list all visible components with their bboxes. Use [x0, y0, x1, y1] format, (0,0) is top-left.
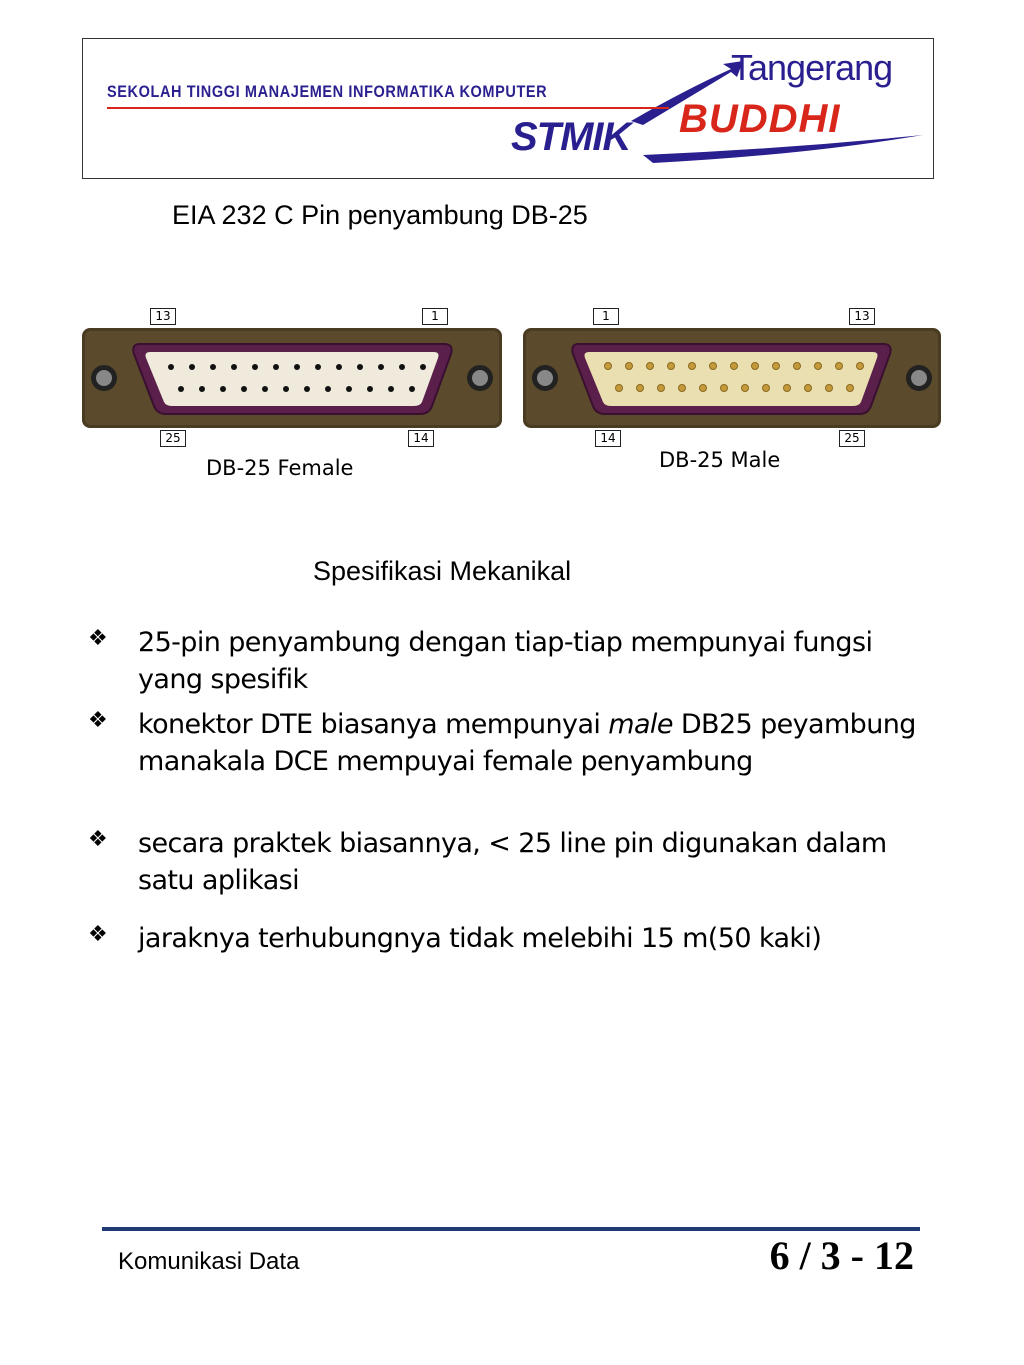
pin-label: 13	[849, 308, 875, 325]
bullet-text: 25-pin penyambung dengan tiap-tiap mempunyai fungsi yang spesifik	[138, 627, 873, 695]
female-caption: DB-25 Female	[206, 456, 354, 480]
diamond-bullet-icon: ❖	[88, 922, 108, 947]
db25-female-connector	[82, 302, 502, 487]
institution-name: SEKOLAH TINGGI MANAJEMEN INFORMATIKA KOMPUTER	[107, 83, 548, 102]
logo-stmik: STMIK	[511, 115, 631, 159]
bullet-text: secara praktek biasannya, < 25 line pin digunakan dalam satu aplikasi	[138, 828, 887, 896]
db25-male-connector	[523, 302, 943, 487]
male-caption: DB-25 Male	[659, 448, 781, 472]
pin-label: 14	[408, 430, 434, 447]
header-logo-box	[82, 38, 934, 179]
bullet-text	[138, 706, 938, 780]
pin-label: 25	[160, 430, 186, 447]
page-number: 6 / 3 - 12	[769, 1233, 914, 1278]
footer-rule	[102, 1227, 920, 1231]
bullet-text-part: konektor DTE biasanya mempunyai	[138, 709, 609, 740]
pin-label: 1	[593, 308, 619, 325]
pin-label: 25	[839, 430, 865, 447]
bullet-text: jaraknya terhubungnya tidak melebihi 15 m(50 kaki)	[138, 923, 822, 954]
slide-title: EIA 232 C Pin penyambung DB-25	[172, 200, 588, 230]
female-connector-illustration	[82, 326, 502, 456]
diamond-bullet-icon: ❖	[88, 708, 108, 733]
section-title: Spesifikasi Mekanikal	[313, 556, 572, 586]
institution-underline	[107, 107, 669, 109]
diamond-bullet-icon: ❖	[88, 626, 108, 651]
pin-label: 1	[422, 308, 448, 325]
footer-course: Komunikasi Data	[118, 1248, 300, 1275]
logo-city: Tangerang	[731, 47, 893, 88]
male-connector-illustration	[523, 326, 943, 456]
bullet-text-part: DB25 peyambung manakala DCE mempuyai female penyambung	[138, 709, 916, 777]
pin-label: 13	[150, 308, 176, 325]
diamond-bullet-icon: ❖	[88, 827, 108, 852]
logo-brand: BUDDHI	[679, 97, 841, 141]
pin-label: 14	[595, 430, 621, 447]
bullet-emphasis: male	[608, 709, 673, 740]
